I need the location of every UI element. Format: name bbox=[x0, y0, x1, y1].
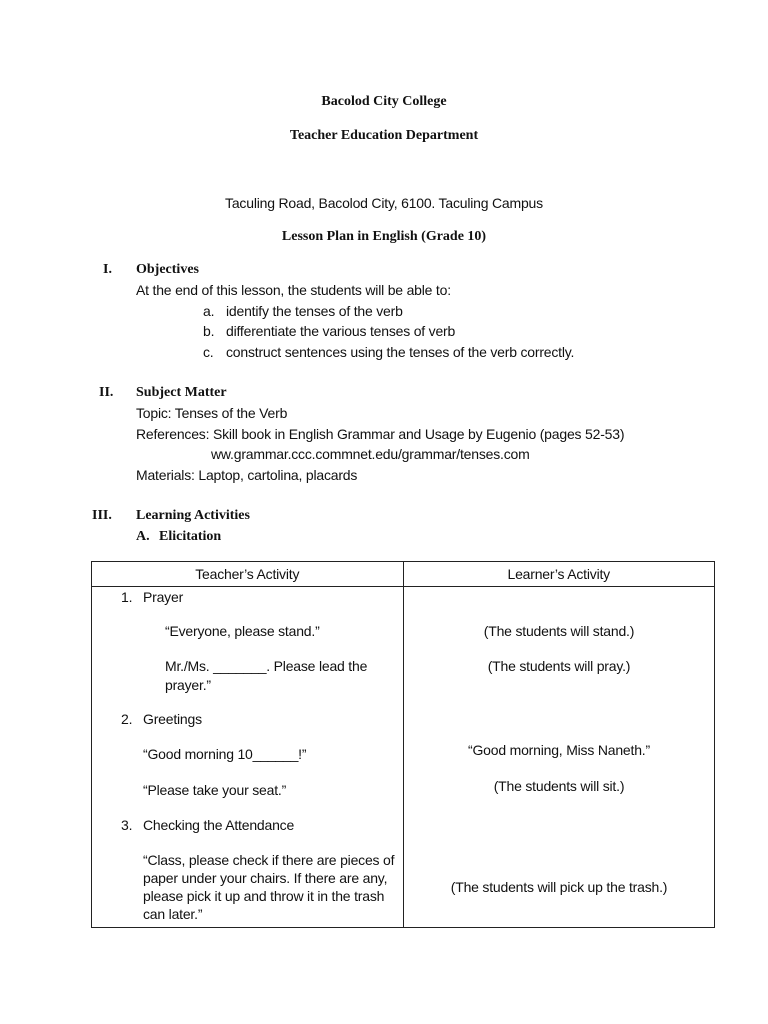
prayer-line-2a: Mr./Ms. _______. Please lead the bbox=[165, 658, 368, 674]
prayer-line-1: “Everyone, please stand.” bbox=[165, 623, 320, 639]
subsection-marker: A. bbox=[136, 529, 150, 544]
college-name: Bacolod City College bbox=[321, 94, 447, 109]
prayer-number: 1. bbox=[121, 589, 133, 605]
greetings-line-2: “Please take your seat.” bbox=[143, 782, 287, 798]
attendance-label: Checking the Attendance bbox=[143, 817, 295, 833]
references: References: Skill book in English Grammar and Usage by Eugenio (pages 52-53) bbox=[136, 426, 625, 442]
section1-intro: At the end of this lesson, the students will be able to: bbox=[136, 282, 451, 298]
department-name: Teacher Education Department bbox=[289, 128, 479, 143]
subsection-title: Elicitation bbox=[159, 529, 222, 544]
learner-response-trash: (The students will pick up the trash.) bbox=[450, 879, 668, 895]
teacher-activity-header: Teacher’s Activity bbox=[92, 562, 404, 587]
objective-c: construct sentences using the tenses of the verb correctly. bbox=[226, 344, 575, 360]
learner-response-pray: (The students will pray.) bbox=[487, 658, 631, 674]
section3-numeral: III. bbox=[92, 508, 112, 523]
greetings-number: 2. bbox=[121, 711, 133, 727]
objective-marker-a: a. bbox=[203, 303, 215, 319]
objective-marker-b: b. bbox=[203, 323, 215, 339]
learner-response-greeting: “Good morning, Miss Naneth.” bbox=[468, 742, 650, 758]
learner-activity-cell bbox=[403, 587, 715, 928]
address: Taculing Road, Bacolod City, 6100. Taculing Campus bbox=[225, 195, 543, 211]
attendance-line-3: please pick it up and throw it in the trash bbox=[143, 888, 385, 904]
activity-table bbox=[91, 561, 715, 928]
section3-title: Learning Activities bbox=[136, 508, 250, 523]
reference-url: ww.grammar.ccc.commnet.edu/grammar/tenses.com bbox=[211, 446, 530, 462]
attendance-line-1: “Class, please check if there are pieces of bbox=[143, 852, 395, 868]
objective-a: identify the tenses of the verb bbox=[226, 303, 403, 319]
section1-numeral: I. bbox=[103, 262, 112, 277]
prayer-label: Prayer bbox=[143, 589, 184, 605]
objective-b: differentiate the various tenses of verb bbox=[226, 323, 456, 339]
topic: Topic: Tenses of the Verb bbox=[136, 405, 288, 421]
learner-activity-header: Learner’s Activity bbox=[403, 562, 715, 587]
prayer-line-2b: prayer.” bbox=[165, 677, 211, 693]
section1-title: Objectives bbox=[136, 262, 199, 277]
learner-response-sit: (The students will sit.) bbox=[493, 778, 625, 794]
teacher-activity-cell bbox=[92, 587, 404, 928]
lesson-title: Lesson Plan in English (Grade 10) bbox=[281, 229, 487, 244]
attendance-line-4: can later.” bbox=[143, 906, 203, 922]
greetings-line-1: “Good morning 10______!” bbox=[143, 746, 307, 762]
greetings-label: Greetings bbox=[143, 711, 202, 727]
section2-numeral: II. bbox=[99, 385, 114, 400]
attendance-number: 3. bbox=[121, 817, 133, 833]
section2-title: Subject Matter bbox=[136, 385, 227, 400]
materials: Materials: Laptop, cartolina, placards bbox=[136, 467, 358, 483]
attendance-line-2: paper under your chairs. If there are any, bbox=[143, 870, 388, 886]
objective-marker-c: c. bbox=[203, 344, 214, 360]
learner-response-stand: (The students will stand.) bbox=[483, 623, 635, 639]
